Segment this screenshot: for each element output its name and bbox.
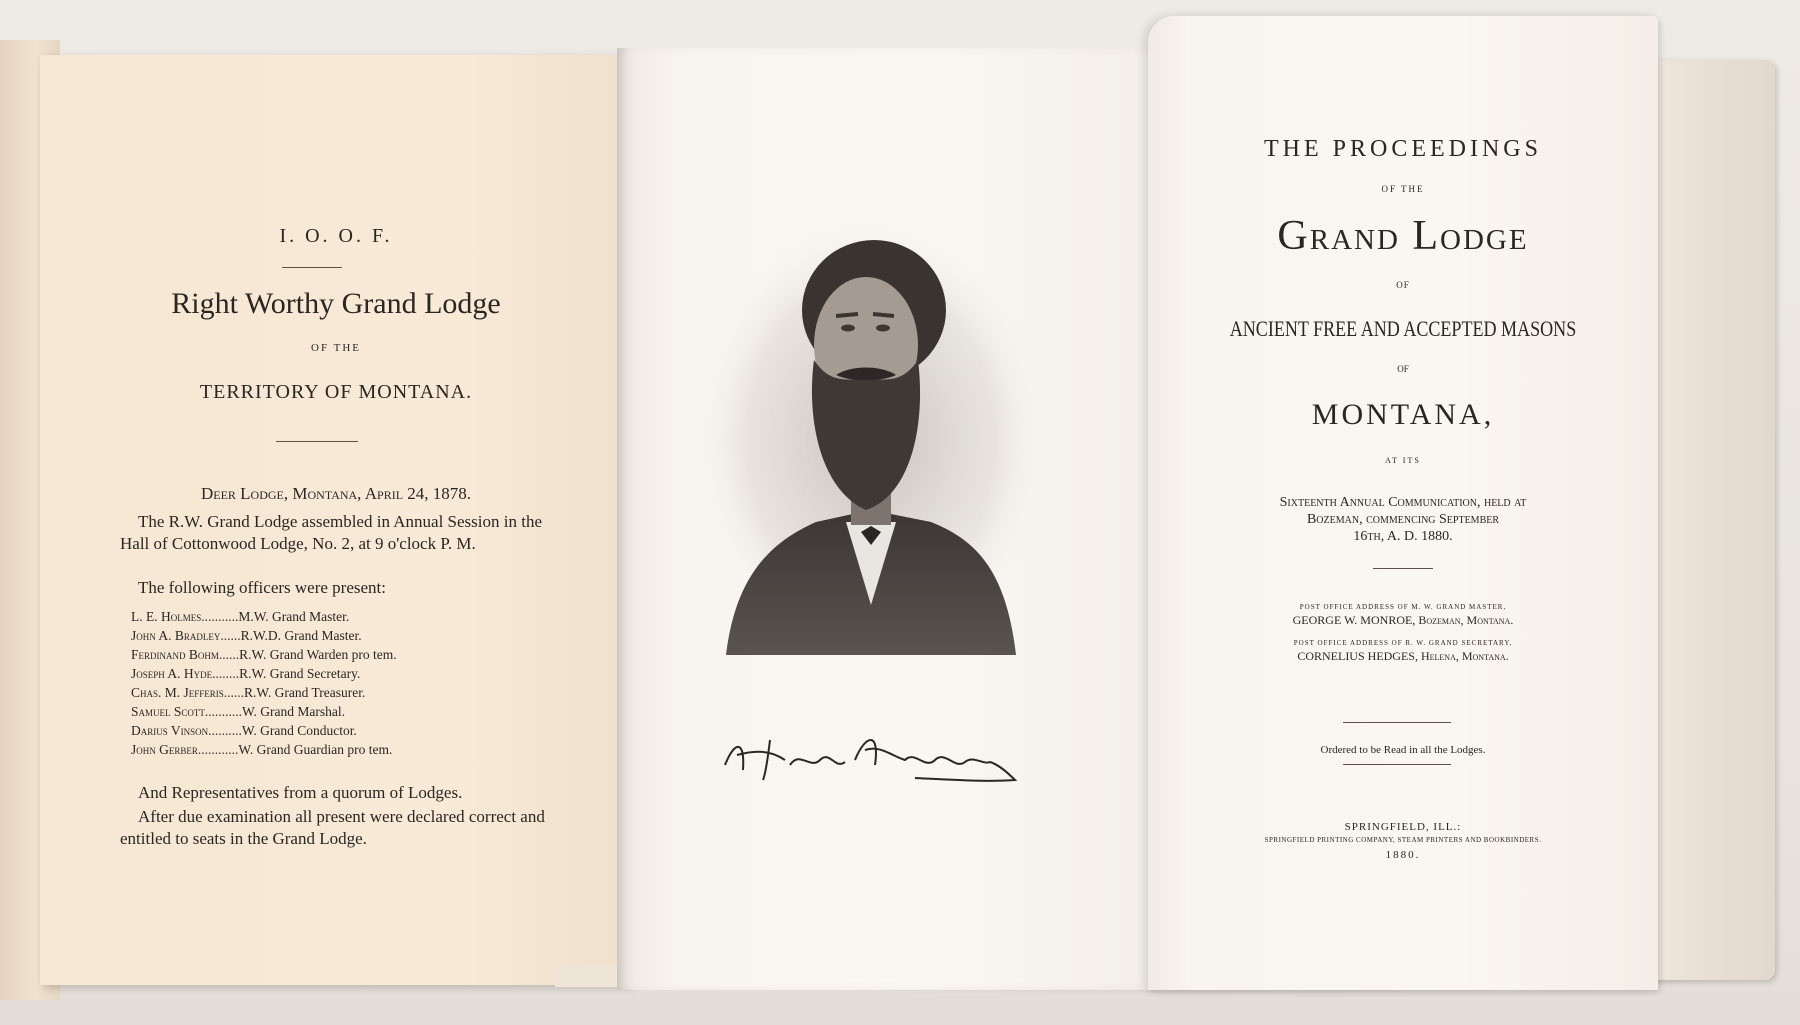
officer-name: Ferdinand Bohm (131, 647, 219, 662)
title-rule (1373, 568, 1433, 569)
imprint-year: 1880. (1385, 849, 1421, 861)
leader-dots: .......... (201, 609, 235, 624)
officer-row (131, 740, 551, 759)
officer-name: L. E. Holmes (131, 609, 202, 624)
session-line: 16th, A. D. 1880. (1353, 529, 1453, 544)
officer-row (131, 664, 551, 683)
grand-secretary-address-label: POST OFFICE ADDRESS OF R. W. GRAND SECRETARY, (1293, 639, 1513, 647)
officer-office: W. Grand Marshal. (242, 704, 345, 719)
officer-name: Joseph A. Hyde (131, 666, 213, 681)
officers-intro: The following officers were present: (138, 578, 386, 597)
leader-dots: ...... (223, 685, 245, 700)
officer-row (131, 607, 551, 626)
officer-name: John Gerber (131, 742, 198, 757)
leader-dots: ........... (204, 704, 243, 719)
officer-name: Darius Vinson (131, 723, 209, 738)
officer-name: Chas. M. Jefferis (131, 685, 224, 700)
signature-image (715, 720, 1025, 790)
leader-dots: ...... (220, 628, 241, 643)
masons-heading: ANCIENT FREE AND ACCEPTED MASONS (1229, 316, 1577, 341)
officer-row (131, 683, 551, 702)
leader-dots: .......... (208, 723, 242, 738)
leader-dots: ............ (197, 742, 239, 757)
officer-office: R.W. Grand Warden pro tem. (239, 647, 397, 662)
dateline: Deer Lodge, Montana, April 24, 1878. (200, 484, 472, 503)
imprint-printer: SPRINGFIELD PRINTING COMPANY, STEAM PRINTERS AND BOOKBINDERS. (1264, 836, 1542, 844)
masonic-title-page (1148, 16, 1658, 990)
leader-dots: ........ (212, 666, 240, 681)
ioof-page (40, 55, 632, 985)
officer-office: W. Grand Conductor. (241, 723, 357, 738)
leader-dots: ...... (218, 647, 240, 662)
grand-master-address-label: POST OFFICE ADDRESS OF M. W. GRAND MASTER, (1299, 603, 1507, 611)
representatives-paragraph: And Representatives from a quorum of Lodges. (138, 783, 463, 802)
officers-list (131, 607, 551, 759)
montana-heading: MONTANA, (1311, 398, 1495, 431)
officer-office: W. Grand Guardian pro tem. (238, 742, 393, 757)
heading-rule (282, 267, 342, 268)
officer-office: R.W.D. Grand Master. (240, 628, 362, 643)
of-label-2: OF (1397, 364, 1409, 374)
title-rule (1343, 722, 1451, 723)
imprint-city: SPRINGFIELD, ILL.: (1344, 821, 1462, 833)
session-paragraph: The R.W. Grand Lodge assembled in Annual Session in the Hall of Cottonwood Lodge, No. 2, at 9 o'clock P. M. (120, 512, 543, 553)
of-the-label: OF THE (1381, 184, 1425, 194)
session-line: Sixteenth Annual Communication, held at (1279, 495, 1527, 510)
session-line: Bozeman, commencing September (1306, 512, 1500, 527)
officer-office: R.W. Grand Treasurer. (244, 685, 366, 700)
title-rule (1343, 764, 1451, 765)
territory-heading: TERRITORY OF MONTANA. (199, 381, 473, 403)
grand-lodge-heading: Grand Lodge (1277, 213, 1529, 259)
section-rule (276, 441, 358, 442)
of-label: OF (1396, 280, 1410, 290)
of-the-label: OF THE (311, 342, 361, 354)
officer-row (131, 721, 551, 740)
order-heading: I. O. O. F. (279, 225, 393, 247)
officer-row (131, 702, 551, 721)
grand-master-address: GEORGE W. MONROE, Bozeman, Montana. (1292, 613, 1514, 627)
officer-office: .M.W. Grand Master. (235, 609, 350, 624)
officer-name: John A. Bradley (131, 628, 221, 643)
officer-office: R.W. Grand Secretary. (239, 666, 361, 681)
engraved-portrait (686, 210, 1056, 670)
grand-secretary-address: CORNELIUS HEDGES, Helena, Montana. (1297, 649, 1509, 663)
officer-row (131, 626, 551, 645)
examination-paragraph: After due examination all present were declared correct and entitled to seats in the Grand Lodge. (120, 807, 545, 848)
lodge-title: Right Worthy Grand Lodge (171, 287, 501, 320)
at-its-label: AT ITS (1385, 456, 1421, 465)
officer-name: Samuel Scott (131, 704, 205, 719)
officer-row (131, 645, 551, 664)
proceedings-heading: THE PROCEEDINGS (1263, 136, 1542, 162)
ordered-notice: Ordered to be Read in all the Lodges. (1320, 744, 1486, 756)
